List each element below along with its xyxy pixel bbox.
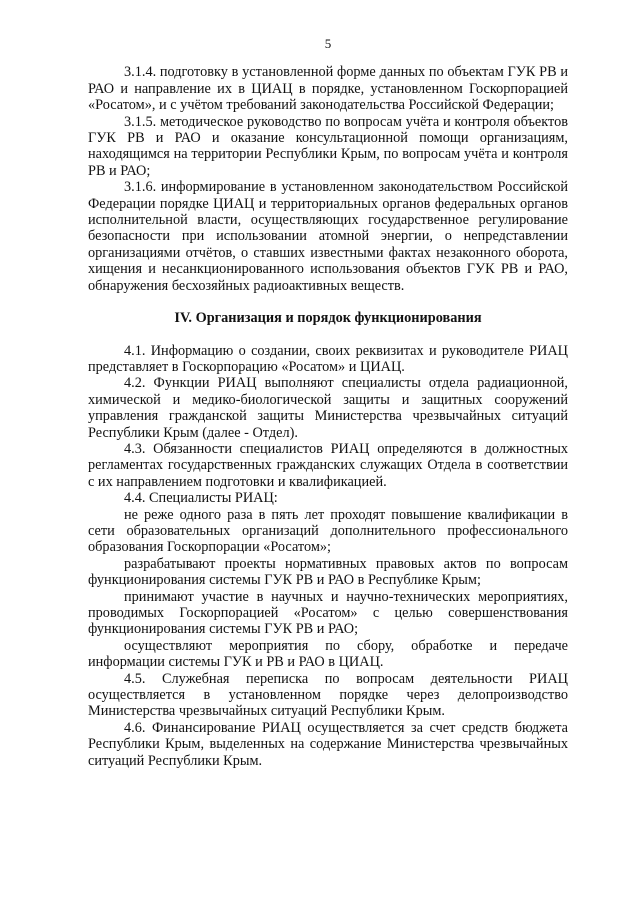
- paragraph-4-4-item-2: разрабатывают проекты нормативных правовых актов по вопросам функционирования системы ГУК РВ и РАО в Республике Крым;: [88, 555, 568, 589]
- paragraph-3-1-5: 3.1.5. методическое руководство по вопросам учёта и контроля объектов ГУК РВ и РАО и оказание консультационной помощи организациям, находящимся на территории Республики Крым, по вопросам учёта и контроля РВ и РАО;: [88, 113, 568, 179]
- paragraph-3-1-6: 3.1.6. информирование в установленном законодательством Российской Федерации порядке ЦИАЦ и территориальных органов федеральных органов исполнительной власти, осуществляющих государственное регулирование безопасности при использовании атомной энергии, о непредставлении организациями отчётов, о ставших известными фактах незаконного оборота, хищения и несанкционированного использования объектов ГУК РВ и РАО, обнаружения бесхозяйных радиоактивных веществ.: [88, 179, 568, 294]
- paragraph-4-3: 4.3. Обязанности специалистов РИАЦ определяются в должностных регламентах государственных гражданских служащих Отдела в соответствии с их направлением подготовки и квалификацией.: [88, 440, 568, 490]
- section-title: IV. Организация и порядок функционирования: [174, 310, 482, 327]
- paragraph-4-4-item-1: не реже одного раза в пять лет проходят повышение квалификации в сети образовательных организаций дополнительного профессионального образования Госкорпорации «Росатом»;: [88, 506, 568, 556]
- paragraph-4-2: 4.2. Функции РИАЦ выполняют специалисты отдела радиационной, химической и медико-биологической защиты и защитных сооружений управления гражданской защиты Министерства чрезвычайных ситуаций Республики Крым (далее - Отдел).: [88, 375, 568, 441]
- paragraph-4-4-item-4: осуществляют мероприятия по сбору, обработке и передаче информации системы ГУК и РВ и РАО в ЦИАЦ.: [88, 637, 568, 671]
- paragraph-4-1: 4.1. Информацию о создании, своих реквизитах и руководителе РИАЦ представляет в Госкорпорацию «Росатом» и ЦИАЦ.: [88, 342, 568, 375]
- paragraph-4-5: 4.5. Служебная переписка по вопросам деятельности РИАЦ осуществляется в установленном порядке через делопроизводство Министерства чрезвычайных ситуаций Республики Крым.: [88, 670, 568, 720]
- paragraph-4-6: 4.6. Финансирование РИАЦ осуществляется за счет средств бюджета Республики Крым, выделенных на содержание Министерства чрезвычайных ситуаций Республики Крым.: [88, 719, 568, 769]
- paragraph-4-4-item-3: принимают участие в научных и научно-технических мероприятиях, проводимых Госкорпорацией «Росатом» с целью совершенствования функционирования системы ГУК РВ и РАО;: [88, 588, 568, 638]
- paragraph-3-1-4: 3.1.4. подготовку в установленной форме данных по объектам ГУК РВ и РАО и направление их в ЦИАЦ в порядке, установленном Госкорпорацией «Росатом», и с учётом требований законодательства Российской Федерации;: [88, 64, 568, 114]
- page-number: 5: [324, 36, 332, 51]
- paragraph-4-4: 4.4. Специалисты РИАЦ:: [124, 490, 278, 507]
- document-page: [88, 36, 568, 769]
